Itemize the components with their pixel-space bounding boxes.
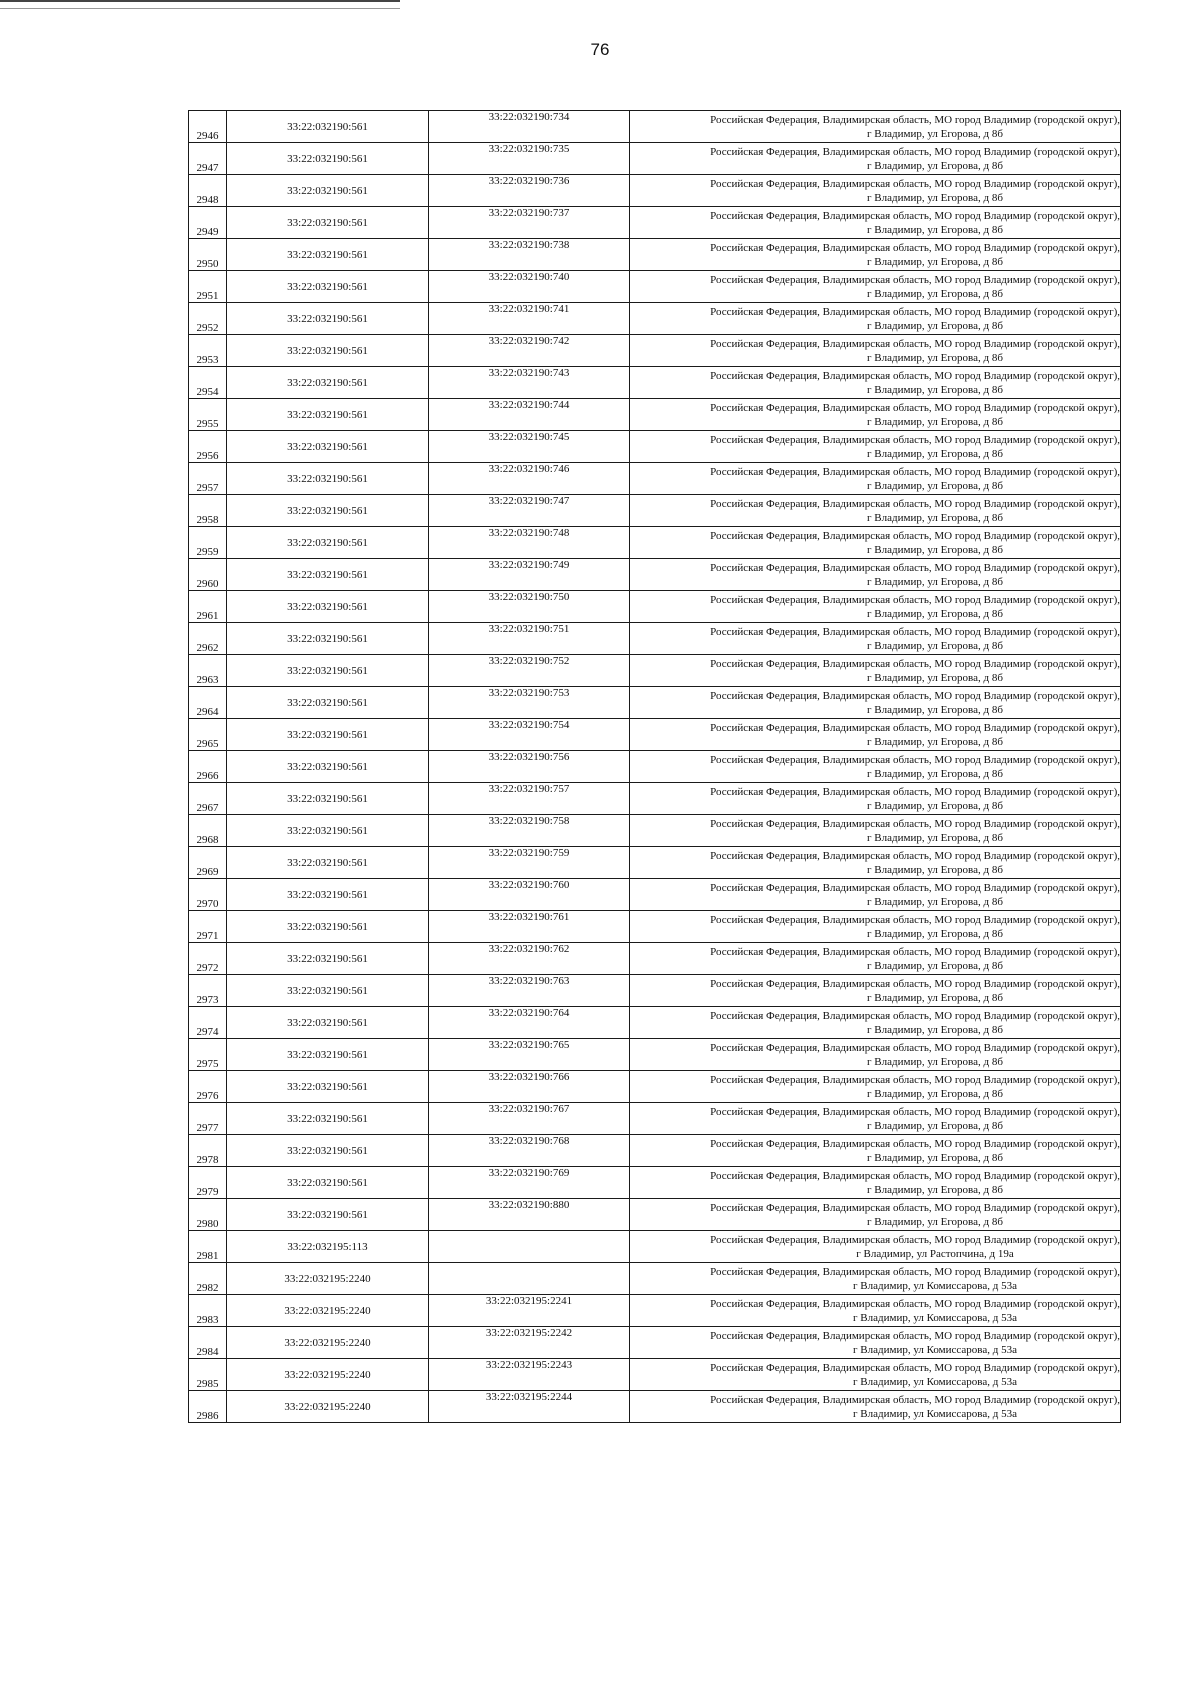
cadastral-number-cell: 33:22:032190:736 (429, 175, 630, 207)
address-line-2: г Владимир, ул Егорова, д 8б (867, 415, 1003, 428)
address-line-2: г Владимир, ул Егорова, д 8б (867, 767, 1003, 780)
address-line-2: г Владимир, ул Егорова, д 8б (867, 287, 1003, 300)
parent-cadastral-number-cell: 33:22:032190:561 (227, 175, 429, 207)
cadastral-number-cell: 33:22:032190:752 (429, 655, 630, 687)
parent-cadastral-number-cell: 33:22:032190:561 (227, 143, 429, 175)
table-row (189, 719, 1121, 751)
row-number-cell: 2948 (189, 175, 227, 207)
address-cell (630, 367, 1121, 399)
address-cell (630, 559, 1121, 591)
cadastral-number-cell: 33:22:032190:735 (429, 143, 630, 175)
row-number-cell: 2968 (189, 815, 227, 847)
table-row (189, 623, 1121, 655)
address-cell (630, 975, 1121, 1007)
address-line-1: Российская Федерация, Владимирская область, МО город Владимир (городской округ), (710, 657, 1120, 670)
address-line-2: г Владимир, ул Комиссарова, д 53а (853, 1375, 1017, 1388)
parent-cadastral-number-cell: 33:22:032190:561 (227, 335, 429, 367)
cadastral-number-cell: 33:22:032190:769 (429, 1167, 630, 1199)
address-line-2: г Владимир, ул Егорова, д 8б (867, 1055, 1003, 1068)
address-line-2: г Владимир, ул Егорова, д 8б (867, 479, 1003, 492)
address-cell (630, 1295, 1121, 1327)
address-line-1: Российская Федерация, Владимирская область, МО город Владимир (городской округ), (710, 241, 1120, 254)
cadastral-number-cell: 33:22:032190:757 (429, 783, 630, 815)
table-row (189, 591, 1121, 623)
parent-cadastral-number-cell: 33:22:032190:561 (227, 911, 429, 943)
row-number-cell: 2980 (189, 1199, 227, 1231)
address-cell (630, 655, 1121, 687)
address-line-1: Российская Федерация, Владимирская область, МО город Владимир (городской округ), (710, 849, 1120, 862)
row-number-cell: 2975 (189, 1039, 227, 1071)
table-row (189, 783, 1121, 815)
table-row (189, 1295, 1121, 1327)
address-line-1: Российская Федерация, Владимирская область, МО город Владимир (городской округ), (710, 721, 1120, 734)
row-number-cell: 2949 (189, 207, 227, 239)
table-row (189, 495, 1121, 527)
row-number-cell: 2964 (189, 687, 227, 719)
row-number-cell: 2965 (189, 719, 227, 751)
cadastral-number-cell: 33:22:032190:734 (429, 111, 630, 143)
table-row (189, 1327, 1121, 1359)
row-number-cell: 2972 (189, 943, 227, 975)
cadastral-number-cell: 33:22:032190:761 (429, 911, 630, 943)
row-number-cell: 2950 (189, 239, 227, 271)
cadastral-number-cell: 33:22:032195:2243 (429, 1359, 630, 1391)
parent-cadastral-number-cell: 33:22:032195:2240 (227, 1295, 429, 1327)
address-line-2: г Владимир, ул Егорова, д 8б (867, 799, 1003, 812)
cadastral-number-cell: 33:22:032190:880 (429, 1199, 630, 1231)
address-line-2: г Владимир, ул Егорова, д 8б (867, 255, 1003, 268)
cadastral-number-cell: 33:22:032195:2242 (429, 1327, 630, 1359)
cadastral-number-cell: 33:22:032190:763 (429, 975, 630, 1007)
address-line-1: Российская Федерация, Владимирская область, МО город Владимир (городской округ), (710, 785, 1120, 798)
table-row (189, 1359, 1121, 1391)
parent-cadastral-number-cell: 33:22:032195:2240 (227, 1391, 429, 1423)
address-cell (630, 271, 1121, 303)
table-row (189, 431, 1121, 463)
parent-cadastral-number-cell: 33:22:032190:561 (227, 975, 429, 1007)
address-line-2: г Владимир, ул Комиссарова, д 53а (853, 1279, 1017, 1292)
address-cell (630, 1135, 1121, 1167)
address-line-2: г Владимир, ул Комиссарова, д 53а (853, 1311, 1017, 1324)
row-number-cell: 2957 (189, 463, 227, 495)
row-number-cell: 2963 (189, 655, 227, 687)
parent-cadastral-number-cell: 33:22:032190:561 (227, 1103, 429, 1135)
table-row (189, 1231, 1121, 1263)
parent-cadastral-number-cell: 33:22:032190:561 (227, 1071, 429, 1103)
cadastral-number-cell: 33:22:032195:2244 (429, 1391, 630, 1423)
address-line-1: Российская Федерация, Владимирская область, МО город Владимир (городской округ), (710, 177, 1120, 190)
parent-cadastral-number-cell: 33:22:032190:561 (227, 367, 429, 399)
parent-cadastral-number-cell: 33:22:032190:561 (227, 751, 429, 783)
table-row (189, 1167, 1121, 1199)
parent-cadastral-number-cell: 33:22:032190:561 (227, 527, 429, 559)
table-row (189, 143, 1121, 175)
address-line-1: Российская Федерация, Владимирская область, МО город Владимир (городской округ), (710, 689, 1120, 702)
table-row (189, 911, 1121, 943)
address-cell (630, 591, 1121, 623)
address-cell (630, 431, 1121, 463)
table-row (189, 399, 1121, 431)
table-row (189, 815, 1121, 847)
parent-cadastral-number-cell: 33:22:032190:561 (227, 1039, 429, 1071)
address-line-1: Российская Федерация, Владимирская область, МО город Владимир (городской округ), (710, 1361, 1120, 1374)
table-row (189, 463, 1121, 495)
table-row (189, 879, 1121, 911)
address-line-2: г Владимир, ул Егорова, д 8б (867, 1215, 1003, 1228)
row-number-cell: 2973 (189, 975, 227, 1007)
address-line-2: г Владимир, ул Егорова, д 8б (867, 1151, 1003, 1164)
row-number-cell: 2983 (189, 1295, 227, 1327)
row-number-cell: 2971 (189, 911, 227, 943)
address-line-1: Российская Федерация, Владимирская область, МО город Владимир (городской округ), (710, 1201, 1120, 1214)
table-row (189, 111, 1121, 143)
address-line-2: г Владимир, ул Егорова, д 8б (867, 575, 1003, 588)
row-number-cell: 2951 (189, 271, 227, 303)
address-cell (630, 1391, 1121, 1423)
cadastral-number-cell: 33:22:032190:767 (429, 1103, 630, 1135)
address-cell (630, 463, 1121, 495)
cadastral-number-cell: 33:22:032190:753 (429, 687, 630, 719)
registry-table-body (189, 111, 1121, 1423)
table-row (189, 1263, 1121, 1295)
address-cell (630, 911, 1121, 943)
address-line-2: г Владимир, ул Егорова, д 8б (867, 1087, 1003, 1100)
table-row (189, 943, 1121, 975)
parent-cadastral-number-cell: 33:22:032190:561 (227, 559, 429, 591)
parent-cadastral-number-cell: 33:22:032190:561 (227, 847, 429, 879)
parent-cadastral-number-cell: 33:22:032190:561 (227, 1199, 429, 1231)
table-row (189, 847, 1121, 879)
address-line-1: Российская Федерация, Владимирская область, МО город Владимир (городской округ), (710, 337, 1120, 350)
address-line-1: Российская Федерация, Владимирская область, МО город Владимир (городской округ), (710, 433, 1120, 446)
address-line-2: г Владимир, ул Егорова, д 8б (867, 607, 1003, 620)
address-line-1: Российская Федерация, Владимирская область, МО город Владимир (городской округ), (710, 1393, 1120, 1406)
address-line-1: Российская Федерация, Владимирская область, МО город Владимир (городской округ), (710, 401, 1120, 414)
parent-cadastral-number-cell: 33:22:032190:561 (227, 1135, 429, 1167)
cadastral-number-cell: 33:22:032190:745 (429, 431, 630, 463)
row-number-cell: 2978 (189, 1135, 227, 1167)
table-row (189, 175, 1121, 207)
table-row (189, 1135, 1121, 1167)
parent-cadastral-number-cell: 33:22:032190:561 (227, 1007, 429, 1039)
address-cell (630, 527, 1121, 559)
cadastral-number-cell: 33:22:032190:768 (429, 1135, 630, 1167)
row-number-cell: 2982 (189, 1263, 227, 1295)
table-row (189, 271, 1121, 303)
address-cell (630, 1103, 1121, 1135)
address-line-1: Российская Федерация, Владимирская область, МО город Владимир (городской округ), (710, 881, 1120, 894)
address-line-1: Российская Федерация, Владимирская область, МО город Владимир (городской округ), (710, 305, 1120, 318)
address-cell (630, 207, 1121, 239)
address-line-1: Российская Федерация, Владимирская область, МО город Владимир (городской округ), (710, 1041, 1120, 1054)
parent-cadastral-number-cell: 33:22:032190:561 (227, 239, 429, 271)
row-number-cell: 2961 (189, 591, 227, 623)
cadastral-number-cell: 33:22:032190:758 (429, 815, 630, 847)
table-row (189, 687, 1121, 719)
address-cell (630, 335, 1121, 367)
row-number-cell: 2967 (189, 783, 227, 815)
row-number-cell: 2962 (189, 623, 227, 655)
address-line-2: г Владимир, ул Егорова, д 8б (867, 351, 1003, 364)
row-number-cell: 2959 (189, 527, 227, 559)
address-line-1: Российская Федерация, Владимирская область, МО город Владимир (городской округ), (710, 1137, 1120, 1150)
scan-edge-mark (0, 0, 400, 9)
row-number-cell: 2953 (189, 335, 227, 367)
cadastral-number-cell: 33:22:032190:751 (429, 623, 630, 655)
parent-cadastral-number-cell: 33:22:032190:561 (227, 271, 429, 303)
address-line-1: Российская Федерация, Владимирская область, МО город Владимир (городской округ), (710, 561, 1120, 574)
address-cell (630, 1071, 1121, 1103)
row-number-cell: 2985 (189, 1359, 227, 1391)
table-row (189, 367, 1121, 399)
cadastral-number-cell: 33:22:032190:741 (429, 303, 630, 335)
address-line-1: Российская Федерация, Владимирская область, МО город Владимир (городской округ), (710, 145, 1120, 158)
table-row (189, 1039, 1121, 1071)
parent-cadastral-number-cell: 33:22:032190:561 (227, 687, 429, 719)
address-cell (630, 687, 1121, 719)
cadastral-number-cell: 33:22:032190:748 (429, 527, 630, 559)
address-line-1: Российская Федерация, Владимирская область, МО город Владимир (городской округ), (710, 465, 1120, 478)
cadastral-number-cell: 33:22:032190:766 (429, 1071, 630, 1103)
address-cell (630, 847, 1121, 879)
address-line-2: г Владимир, ул Егорова, д 8б (867, 223, 1003, 236)
address-line-2: г Владимир, ул Комиссарова, д 53а (853, 1343, 1017, 1356)
row-number-cell: 2952 (189, 303, 227, 335)
address-line-1: Российская Федерация, Владимирская область, МО город Владимир (городской округ), (710, 1233, 1120, 1246)
cadastral-number-cell: 33:22:032190:762 (429, 943, 630, 975)
parent-cadastral-number-cell: 33:22:032190:561 (227, 879, 429, 911)
address-line-2: г Владимир, ул Егорова, д 8б (867, 159, 1003, 172)
cadastral-number-cell (429, 1263, 630, 1295)
cadastral-number-cell: 33:22:032190:759 (429, 847, 630, 879)
address-line-1: Российская Федерация, Владимирская область, МО город Владимир (городской округ), (710, 817, 1120, 830)
table-row (189, 975, 1121, 1007)
address-line-1: Российская Федерация, Владимирская область, МО город Владимир (городской округ), (710, 593, 1120, 606)
row-number-cell: 2970 (189, 879, 227, 911)
cadastral-number-cell: 33:22:032190:756 (429, 751, 630, 783)
address-line-2: г Владимир, ул Егорова, д 8б (867, 671, 1003, 684)
table-row (189, 559, 1121, 591)
cadastral-number-cell: 33:22:032190:743 (429, 367, 630, 399)
address-line-2: г Владимир, ул Егорова, д 8б (867, 383, 1003, 396)
row-number-cell: 2977 (189, 1103, 227, 1135)
address-cell (630, 1167, 1121, 1199)
registry-table (188, 110, 1121, 1423)
parent-cadastral-number-cell: 33:22:032190:561 (227, 431, 429, 463)
table-row (189, 335, 1121, 367)
address-cell (630, 751, 1121, 783)
address-line-2: г Владимир, ул Растопчина, д 19а (856, 1247, 1014, 1260)
row-number-cell: 2954 (189, 367, 227, 399)
cadastral-number-cell: 33:22:032190:740 (429, 271, 630, 303)
address-line-2: г Владимир, ул Егорова, д 8б (867, 863, 1003, 876)
address-cell (630, 943, 1121, 975)
table-row (189, 1103, 1121, 1135)
parent-cadastral-number-cell: 33:22:032195:2240 (227, 1359, 429, 1391)
address-cell (630, 719, 1121, 751)
cadastral-number-cell: 33:22:032190:754 (429, 719, 630, 751)
parent-cadastral-number-cell: 33:22:032195:2240 (227, 1263, 429, 1295)
address-line-2: г Владимир, ул Егорова, д 8б (867, 895, 1003, 908)
row-number-cell: 2981 (189, 1231, 227, 1263)
address-cell (630, 1007, 1121, 1039)
address-cell (630, 783, 1121, 815)
table-row (189, 655, 1121, 687)
address-line-2: г Владимир, ул Егорова, д 8б (867, 191, 1003, 204)
address-cell (630, 1359, 1121, 1391)
row-number-cell: 2947 (189, 143, 227, 175)
cadastral-number-cell: 33:22:032190:738 (429, 239, 630, 271)
cadastral-number-cell: 33:22:032190:749 (429, 559, 630, 591)
address-line-1: Российская Федерация, Владимирская область, МО город Владимир (городской округ), (710, 1105, 1120, 1118)
address-line-1: Российская Федерация, Владимирская область, МО город Владимир (городской округ), (710, 913, 1120, 926)
address-cell (630, 495, 1121, 527)
address-line-1: Российская Федерация, Владимирская область, МО город Владимир (городской округ), (710, 273, 1120, 286)
address-cell (630, 815, 1121, 847)
address-line-2: г Владимир, ул Егорова, д 8б (867, 1119, 1003, 1132)
address-line-1: Российская Федерация, Владимирская область, МО город Владимир (городской округ), (710, 1009, 1120, 1022)
row-number-cell: 2958 (189, 495, 227, 527)
table-row (189, 1071, 1121, 1103)
address-cell (630, 399, 1121, 431)
parent-cadastral-number-cell: 33:22:032190:561 (227, 783, 429, 815)
parent-cadastral-number-cell: 33:22:032195:2240 (227, 1327, 429, 1359)
address-line-2: г Владимир, ул Егорова, д 8б (867, 543, 1003, 556)
parent-cadastral-number-cell: 33:22:032190:561 (227, 399, 429, 431)
address-line-2: г Владимир, ул Егорова, д 8б (867, 927, 1003, 940)
table-row (189, 207, 1121, 239)
address-line-1: Российская Федерация, Владимирская область, МО город Владимир (городской округ), (710, 113, 1120, 126)
address-cell (630, 1263, 1121, 1295)
table-row (189, 1199, 1121, 1231)
address-line-1: Российская Федерация, Владимирская область, МО город Владимир (городской округ), (710, 209, 1120, 222)
table-row (189, 1391, 1121, 1423)
table-row (189, 527, 1121, 559)
address-line-2: г Владимир, ул Егорова, д 8б (867, 703, 1003, 716)
address-line-1: Российская Федерация, Владимирская область, МО город Владимир (городской округ), (710, 1169, 1120, 1182)
table-row (189, 239, 1121, 271)
address-line-1: Российская Федерация, Владимирская область, МО город Владимир (городской округ), (710, 753, 1120, 766)
address-line-2: г Владимир, ул Егорова, д 8б (867, 991, 1003, 1004)
address-line-1: Российская Федерация, Владимирская область, МО город Владимир (городской округ), (710, 369, 1120, 382)
row-number-cell: 2956 (189, 431, 227, 463)
address-cell (630, 1039, 1121, 1071)
address-line-1: Российская Федерация, Владимирская область, МО город Владимир (городской округ), (710, 1297, 1120, 1310)
table-row (189, 303, 1121, 335)
address-line-1: Российская Федерация, Владимирская область, МО город Владимир (городской округ), (710, 625, 1120, 638)
address-line-1: Российская Федерация, Владимирская область, МО город Владимир (городской округ), (710, 529, 1120, 542)
address-cell (630, 111, 1121, 143)
cadastral-number-cell: 33:22:032190:764 (429, 1007, 630, 1039)
row-number-cell: 2969 (189, 847, 227, 879)
parent-cadastral-number-cell: 33:22:032190:561 (227, 1167, 429, 1199)
address-line-2: г Владимир, ул Егорова, д 8б (867, 639, 1003, 652)
address-line-2: г Владимир, ул Егорова, д 8б (867, 447, 1003, 460)
parent-cadastral-number-cell: 33:22:032190:561 (227, 719, 429, 751)
cadastral-number-cell: 33:22:032190:765 (429, 1039, 630, 1071)
address-cell (630, 239, 1121, 271)
parent-cadastral-number-cell: 33:22:032190:561 (227, 495, 429, 527)
address-cell (630, 623, 1121, 655)
address-line-2: г Владимир, ул Егорова, д 8б (867, 319, 1003, 332)
cadastral-number-cell: 33:22:032190:750 (429, 591, 630, 623)
row-number-cell: 2955 (189, 399, 227, 431)
address-cell (630, 143, 1121, 175)
address-line-2: г Владимир, ул Егорова, д 8б (867, 1023, 1003, 1036)
address-line-1: Российская Федерация, Владимирская область, МО город Владимир (городской округ), (710, 977, 1120, 990)
cadastral-number-cell: 33:22:032190:744 (429, 399, 630, 431)
row-number-cell: 2960 (189, 559, 227, 591)
address-line-2: г Владимир, ул Егорова, д 8б (867, 127, 1003, 140)
page-number: 76 (590, 40, 610, 59)
address-cell (630, 303, 1121, 335)
address-line-1: Российская Федерация, Владимирская область, МО город Владимир (городской округ), (710, 1329, 1120, 1342)
row-number-cell: 2974 (189, 1007, 227, 1039)
cadastral-number-cell: 33:22:032190:746 (429, 463, 630, 495)
address-line-1: Российская Федерация, Владимирская область, МО город Владимир (городской округ), (710, 497, 1120, 510)
address-line-2: г Владимир, ул Егорова, д 8б (867, 1183, 1003, 1196)
table-row (189, 751, 1121, 783)
address-line-2: г Владимир, ул Егорова, д 8б (867, 511, 1003, 524)
row-number-cell: 2966 (189, 751, 227, 783)
cadastral-number-cell: 33:22:032195:2241 (429, 1295, 630, 1327)
parent-cadastral-number-cell: 33:22:032190:561 (227, 111, 429, 143)
table-row (189, 1007, 1121, 1039)
address-cell (630, 879, 1121, 911)
address-line-1: Российская Федерация, Владимирская область, МО город Владимир (городской округ), (710, 1073, 1120, 1086)
address-line-2: г Владимир, ул Комиссарова, д 53а (853, 1407, 1017, 1420)
parent-cadastral-number-cell: 33:22:032195:113 (227, 1231, 429, 1263)
parent-cadastral-number-cell: 33:22:032190:561 (227, 655, 429, 687)
address-cell (630, 1327, 1121, 1359)
cadastral-number-cell: 33:22:032190:760 (429, 879, 630, 911)
address-line-1: Российская Федерация, Владимирская область, МО город Владимир (городской округ), (710, 1265, 1120, 1278)
parent-cadastral-number-cell: 33:22:032190:561 (227, 591, 429, 623)
cadastral-number-cell: 33:22:032190:742 (429, 335, 630, 367)
address-cell (630, 1199, 1121, 1231)
address-line-2: г Владимир, ул Егорова, д 8б (867, 831, 1003, 844)
address-line-2: г Владимир, ул Егорова, д 8б (867, 735, 1003, 748)
parent-cadastral-number-cell: 33:22:032190:561 (227, 303, 429, 335)
row-number-cell: 2979 (189, 1167, 227, 1199)
cadastral-number-cell: 33:22:032190:737 (429, 207, 630, 239)
address-cell (630, 1231, 1121, 1263)
parent-cadastral-number-cell: 33:22:032190:561 (227, 207, 429, 239)
parent-cadastral-number-cell: 33:22:032190:561 (227, 623, 429, 655)
parent-cadastral-number-cell: 33:22:032190:561 (227, 815, 429, 847)
cadastral-number-cell: 33:22:032190:747 (429, 495, 630, 527)
address-line-2: г Владимир, ул Егорова, д 8б (867, 959, 1003, 972)
row-number-cell: 2986 (189, 1391, 227, 1423)
parent-cadastral-number-cell: 33:22:032190:561 (227, 943, 429, 975)
cadastral-number-cell (429, 1231, 630, 1263)
row-number-cell: 2984 (189, 1327, 227, 1359)
row-number-cell: 2946 (189, 111, 227, 143)
parent-cadastral-number-cell: 33:22:032190:561 (227, 463, 429, 495)
address-line-1: Российская Федерация, Владимирская область, МО город Владимир (городской округ), (710, 945, 1120, 958)
row-number-cell: 2976 (189, 1071, 227, 1103)
address-cell (630, 175, 1121, 207)
